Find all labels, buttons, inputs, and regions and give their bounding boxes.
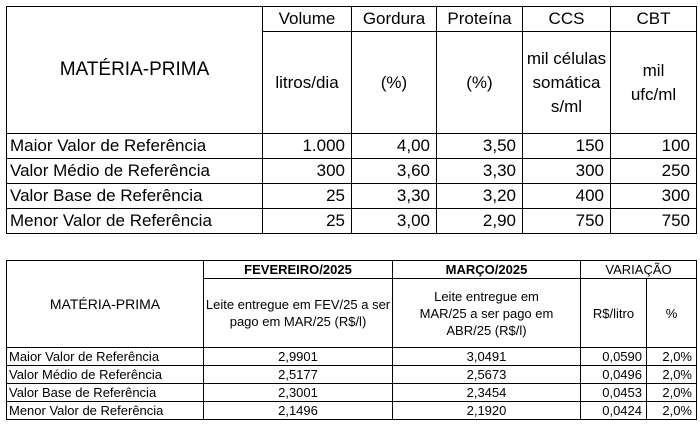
pct-cell: 2,0% xyxy=(647,384,697,402)
table-row xyxy=(7,209,697,234)
table1-materia-prima-header: MATÉRIA-PRIMA xyxy=(7,7,263,134)
row-label: Maior Valor de Referência xyxy=(7,134,263,159)
reference-values-table xyxy=(6,6,697,234)
volume-header: Volume xyxy=(263,7,352,32)
cbt-unit: mil ufc/ml xyxy=(611,32,697,134)
table-row xyxy=(7,184,697,209)
proteina-cell: 3,20 xyxy=(437,184,523,209)
proteina-cell: 3,50 xyxy=(437,134,523,159)
row-label: Maior Valor de Referência xyxy=(7,348,204,366)
volume-cell: 300 xyxy=(263,159,352,184)
price-variation-table xyxy=(6,260,697,420)
table-row xyxy=(7,348,697,366)
proteina-cell: 2,90 xyxy=(437,209,523,234)
fev-cell: 2,9901 xyxy=(204,348,393,366)
pct-cell: 2,0% xyxy=(647,348,697,366)
volume-unit: litros/dia xyxy=(263,32,352,134)
row-label: Valor Base de Referência xyxy=(7,384,204,402)
cbt-header: CBT xyxy=(611,7,697,32)
ccs-cell: 300 xyxy=(523,159,611,184)
row-label: Valor Médio de Referência xyxy=(7,366,204,384)
row-label: Valor Base de Referência xyxy=(7,184,263,209)
rs-cell: 0,0424 xyxy=(581,402,647,420)
mar-cell: 3,0491 xyxy=(393,348,581,366)
pct-cell: 2,0% xyxy=(647,366,697,384)
proteina-header: Proteína xyxy=(437,7,523,32)
table2-materia-prima-header: MATÉRIA-PRIMA xyxy=(7,261,204,348)
ccs-unit: mil células somática s/ml xyxy=(523,32,611,134)
table-row xyxy=(7,384,697,402)
volume-cell: 25 xyxy=(263,209,352,234)
cbt-cell: 100 xyxy=(611,134,697,159)
volume-cell: 1.000 xyxy=(263,134,352,159)
cbt-cell: 750 xyxy=(611,209,697,234)
table-row xyxy=(7,402,697,420)
percent-subheader: % xyxy=(647,279,697,348)
gordura-cell: 3,30 xyxy=(352,184,437,209)
ccs-cell: 150 xyxy=(523,134,611,159)
pct-cell: 2,0% xyxy=(647,402,697,420)
cbt-cell: 250 xyxy=(611,159,697,184)
fevereiro-subheader: Leite entregue em FEV/25 a ser pago em MAR/25 (R$/l) xyxy=(204,279,393,348)
fev-cell: 2,3001 xyxy=(204,384,393,402)
rs-cell: 0,0590 xyxy=(581,348,647,366)
table-row xyxy=(7,134,697,159)
variacao-header: VARIAÇÃO xyxy=(581,261,697,279)
rs-litro-subheader: R$/litro xyxy=(581,279,647,348)
mar-cell: 2,1920 xyxy=(393,402,581,420)
marco-subheader: Leite entregue em MAR/25 a ser pago em ABR/25 (R$/l) xyxy=(393,279,581,348)
ccs-header: CCS xyxy=(523,7,611,32)
gordura-cell: 3,60 xyxy=(352,159,437,184)
marco-header: MARÇO/2025 xyxy=(393,261,581,279)
row-label: Menor Valor de Referência xyxy=(7,209,263,234)
table-row xyxy=(7,366,697,384)
mar-cell: 2,5673 xyxy=(393,366,581,384)
rs-cell: 0,0496 xyxy=(581,366,647,384)
gordura-cell: 4,00 xyxy=(352,134,437,159)
fev-cell: 2,5177 xyxy=(204,366,393,384)
gordura-header: Gordura xyxy=(352,7,437,32)
fev-cell: 2,1496 xyxy=(204,402,393,420)
row-label: Menor Valor de Referência xyxy=(7,402,204,420)
rs-cell: 0,0453 xyxy=(581,384,647,402)
ccs-cell: 400 xyxy=(523,184,611,209)
table-row xyxy=(7,159,697,184)
proteina-unit: (%) xyxy=(437,32,523,134)
ccs-cell: 750 xyxy=(523,209,611,234)
table2-header-row xyxy=(7,261,697,279)
mar-cell: 2,3454 xyxy=(393,384,581,402)
table1-header-row xyxy=(7,7,697,32)
proteina-cell: 3,30 xyxy=(437,159,523,184)
gordura-cell: 3,00 xyxy=(352,209,437,234)
gordura-unit: (%) xyxy=(352,32,437,134)
cbt-cell: 300 xyxy=(611,184,697,209)
row-label: Valor Médio de Referência xyxy=(7,159,263,184)
volume-cell: 25 xyxy=(263,184,352,209)
fevereiro-header: FEVEREIRO/2025 xyxy=(204,261,393,279)
